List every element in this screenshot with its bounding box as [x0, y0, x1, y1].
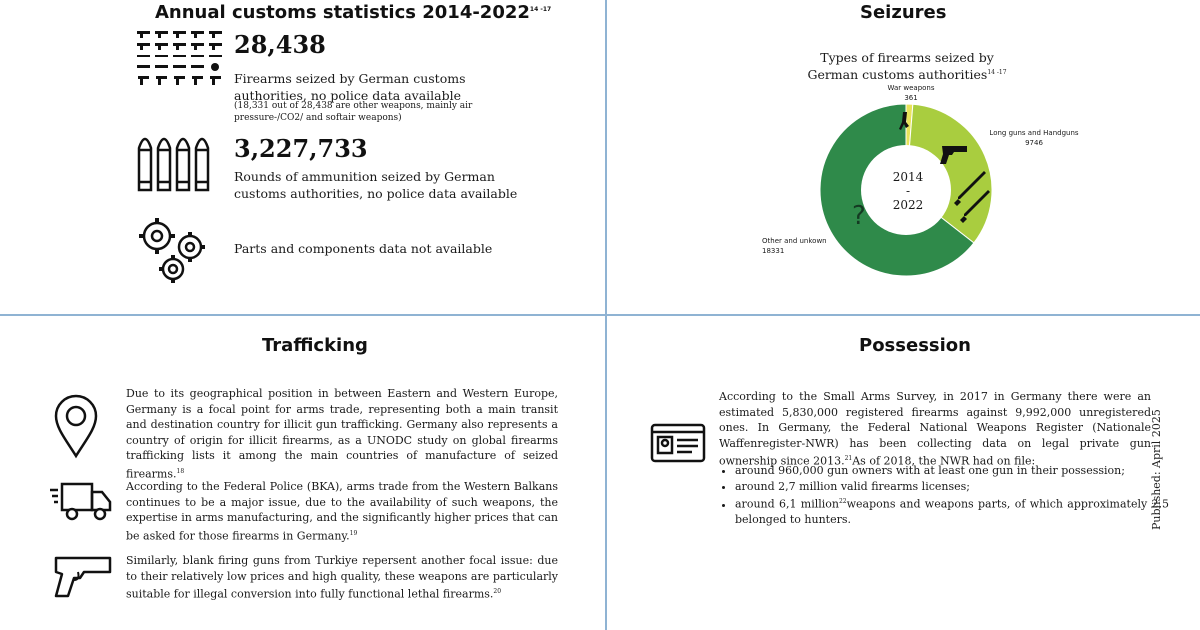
- trafficking-ref-19: 19: [349, 529, 358, 537]
- trafficking-ref-18: 18: [176, 467, 185, 475]
- possession-ref-22: 22: [838, 498, 847, 505]
- slice-value-other: 18331: [762, 247, 785, 255]
- nwr-bullet-list: [719, 463, 1169, 528]
- slice-category-war-weapons: War weapons: [887, 84, 935, 92]
- ammunition-seized-description: Rounds of ammunition seized by German customs authorities, no police data available: [234, 169, 518, 201]
- firearms-grid-icon: [135, 28, 225, 88]
- period-end: 2022: [892, 198, 924, 212]
- gears-icon: [135, 214, 210, 284]
- slice-label-war-weapons: [880, 83, 942, 103]
- possession-title: Possession: [859, 335, 971, 356]
- trafficking-paragraph-3: Similarly, blank firing guns from Turkiye repersent another focal issue: due to their relatively low prices and high quality, these weapons are particularly suitable for illegal conversion into fully functional lethal firearms.$^{20}$: [126, 554, 558, 601]
- chart-title: Types of firearms seized by German customs authorities$^{14 -17}$: [807, 50, 1007, 83]
- trafficking-title: Trafficking: [262, 335, 368, 356]
- location-pin-icon: [52, 392, 100, 460]
- ammunition-icon: [135, 128, 215, 194]
- trafficking-ref-20: 20: [493, 588, 502, 595]
- period-start: 2014: [892, 170, 924, 184]
- ammunition-seized-number: 3,227,733: [234, 134, 368, 163]
- period-dash: -: [905, 184, 911, 198]
- nwr-bullet-licenses: • around 2,7 million valid firearms licenses;: [735, 479, 1169, 495]
- customs-title-ref: 14 -17: [529, 6, 552, 13]
- customs-title: Annual customs statistics 2014-2022$^{14 -17}$: [155, 2, 552, 23]
- id-card-icon: [650, 423, 706, 463]
- slice-category-other: Other and unkown: [762, 237, 827, 245]
- slice-label-other: [762, 236, 832, 256]
- horizontal-divider: [0, 314, 1200, 316]
- nwr-bullet-gun-owners: • around 960,000 gun owners with at least one gun in their possession;: [735, 463, 1169, 479]
- published-date: Published: April 2025: [1150, 409, 1163, 530]
- parts-components-description: Parts and components data not available: [234, 241, 493, 256]
- truck-icon: [48, 478, 114, 524]
- possession-ref-21: 21: [844, 455, 853, 462]
- firearms-seized-note: (18,331 out of 28,438 are other weapons, mainly air pressure-/CO2/ and softair weapons): [234, 101, 473, 123]
- nwr-bullet-weapons: • around 6,1 million$^{22}$weapons and weapons parts, of which approximately 2,5 belonged to hunters.: [735, 494, 1169, 528]
- firearms-seized-number: 28,438: [234, 30, 326, 59]
- firearms-seized-description: Firearms seized by German customs authorities, no police data available: [234, 71, 466, 103]
- trafficking-paragraph-2: According to the Federal Police (BKA), arms trade from the Western Balkans continues to be a major issue, due to the availability of such weapons, the expertise in arms manufacturing, and the significantly higher prices that can be asked for those firearms in Germany.$^{19}$: [126, 480, 558, 543]
- question-mark-icon: ?: [852, 201, 866, 231]
- possession-intro: According to the Small Arms Survey, in 2017 in Germany there were an estimated 5,830,000 registered firearms against 9,992,000 unregistered ones. In Germany, the Federal National Weapons Register (Nationale Waffenregister-NWR) has been collecting data on legal private gun ownership since 2013.21As of 2018, the NWR had on file:: [719, 390, 1151, 468]
- trafficking-paragraph-1: Due to its geographical position in between Eastern and Western Europe, Germany is a focal point for arms trade, representing both a main transit and destination country for illicit gun trafficking. Germany also represents a country of origin for illicit firearms, as a UNODC study on global firearms trafficking lists it among the main countries of manufacture of seized firearms.$^{18}$: [126, 387, 558, 481]
- handgun-icon-trafficking: [52, 554, 114, 600]
- donut-center-period: [880, 170, 936, 212]
- slice-value-long-guns: 9746: [1025, 139, 1043, 147]
- slice-label-long-guns: [984, 128, 1084, 148]
- chart-title-ref: 14 -17: [987, 69, 1007, 76]
- slice-value-war-weapons: 361: [904, 94, 918, 102]
- slice-category-long-guns: Long guns and Handguns: [989, 129, 1079, 137]
- seizures-title: Seizures: [860, 2, 947, 23]
